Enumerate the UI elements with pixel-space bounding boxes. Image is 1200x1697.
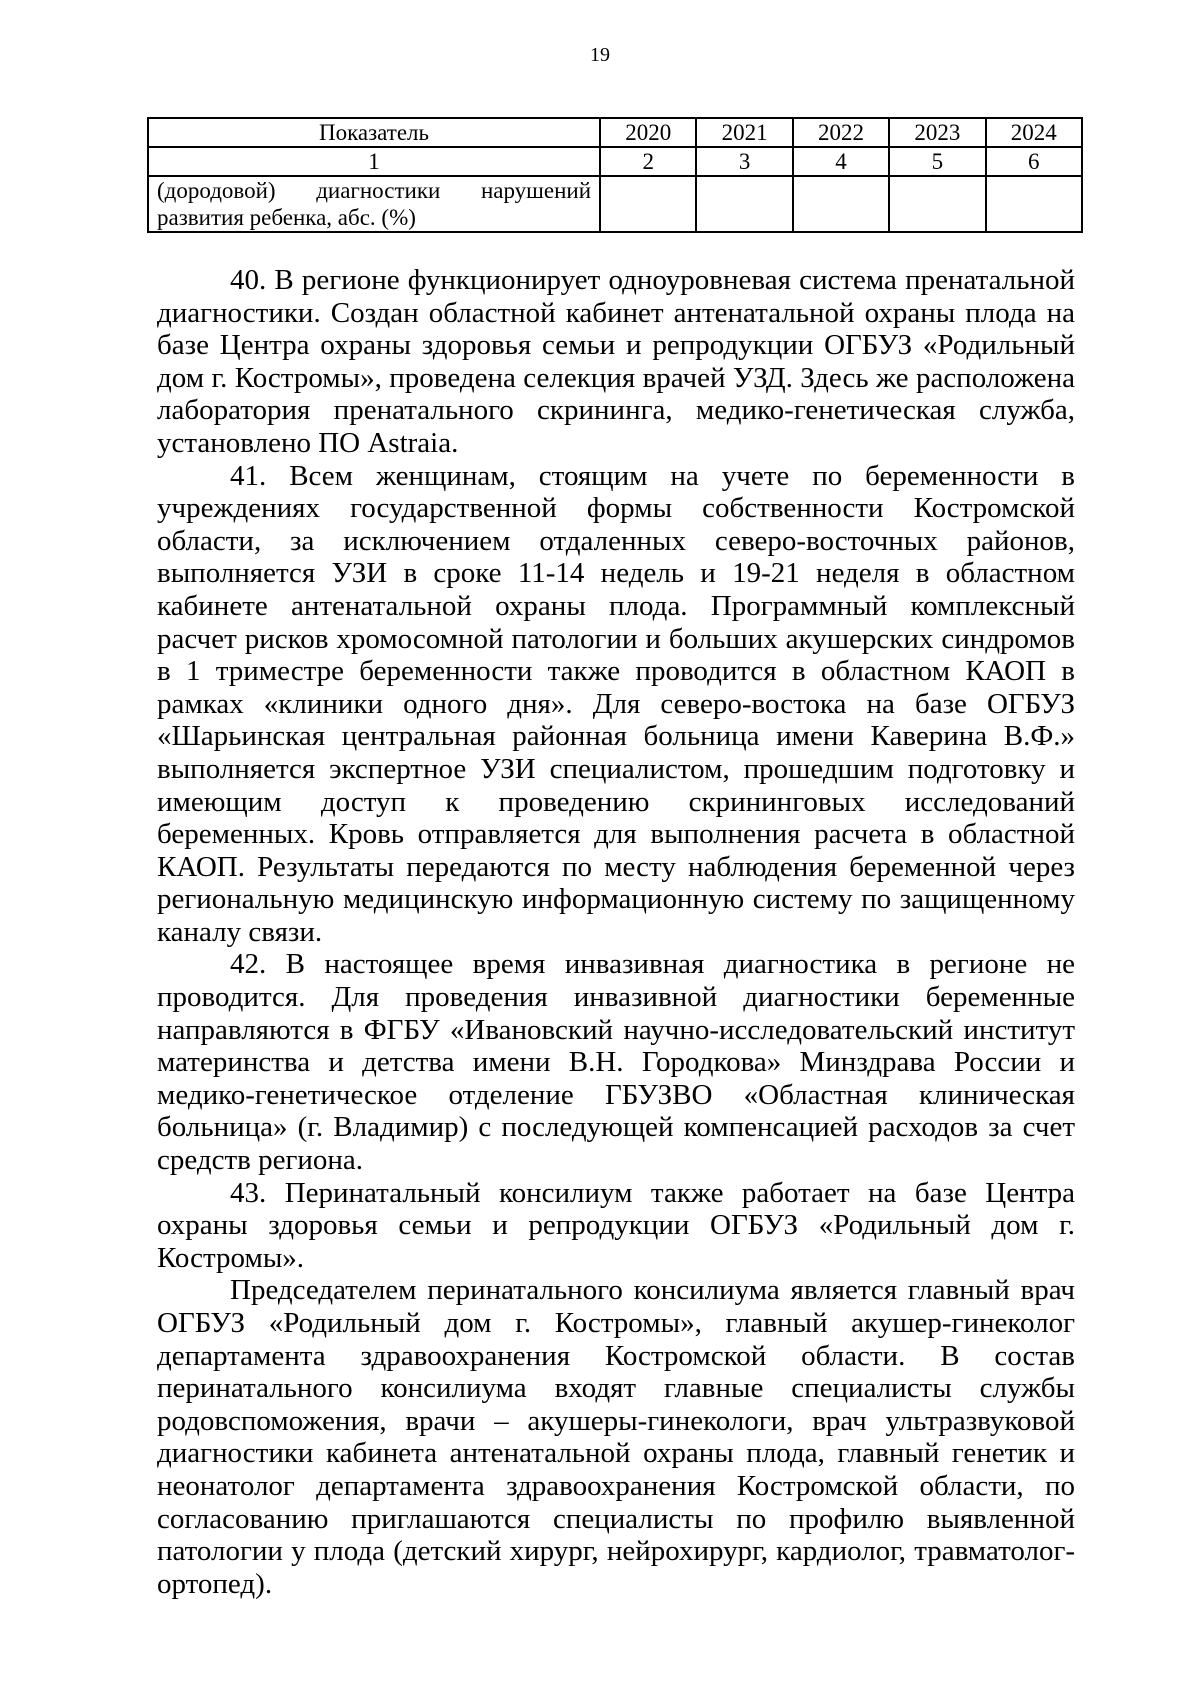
paragraph-consilium-chair: Председателем перинатального консилиума является главный врач ОГБУЗ «Родильный дом г. Костромы», главный акушер-гинеколог департамента здравоохранения Костромской области. В состав перинатального консилиума входят главные специалисты службы родовспоможения, врачи – акушеры-гинекологи, врач ультразвуковой диагностики кабинета антенатальной охраны плода, главный генетик и неонатолог департамента здравоохранения Костромской области, по согласованию приглашаются специалисты по профилю выявленной патологии у плода (детский хирург, нейрохирург, кардиолог, травматолог-ортопед). (157, 1274, 1075, 1600)
paragraph-40: 40. В регионе функционирует одноуровневая система пренатальной диагностики. Создан областной кабинет антенатальной охраны плода на базе Центра охраны здоровья семьи и репродукции ОГБУЗ «Родильный дом г. Костромы», проведена селекция врачей УЗД. Здесь же расположена лаборатория пренатального скрининга, медико-генетическая служба, установлено ПО Astraia. (157, 264, 1075, 459)
table-header-cell: Показатель (148, 118, 600, 147)
paragraph-42: 42. В настоящее время инвазивная диагностика в регионе не проводится. Для проведения инвазивной диагностики беременные направляются в ФГБУ «Ивановский научно-исследовательский институт материнства и детства имени В.Н. Городкова» Минздрава России и медико-генетическое отделение ГБУЗВО «Областная клиническая больница» (г. Владимир) с последующей компенсацией расходов за счет средств региона. (157, 948, 1075, 1177)
paragraph-41: 41. Всем женщинам, стоящим на учете по беременности в учреждениях государственной формы собственности Костромской области, за исключением отдаленных северо-восточных районов, выполняется УЗИ в сроке 11-14 недель и 19-21 неделя в областном кабинете антенатальной охраны плода. Программный комплексный расчет рисков хромосомной патологии и больших акушерских синдромов в 1 триместре беременности также проводится в областном КАОП в рамках «клиники одного дня». Для северо-востока на базе ОГБУЗ «Шарьинская центральная районная больница имени Каверина В.Ф.» выполняется экспертное УЗИ специалистом, прошедшим подготовку и имеющим доступ к проведению скрининговых исследований беременных. Кровь отправляется для выполнения расчета в областной КАОП. Результаты передаются по месту наблюдения беременной через региональную медицинскую информационную систему по защищенному каналу связи. (157, 459, 1075, 948)
page-number: 19 (590, 44, 610, 66)
value-cell-2024 (986, 176, 1082, 232)
column-number-cell: 1 (148, 147, 600, 176)
table-header-cell: 2022 (793, 118, 889, 147)
column-number-cell: 4 (793, 147, 889, 176)
table-header-cell: 2020 (600, 118, 696, 147)
table-column-numbers-row (148, 147, 1082, 176)
paragraph-43: 43. Перинатальный консилиум также работает на базе Центра охраны здоровья семьи и репродукции ОГБУЗ «Родильный дом г. Костромы». (157, 1176, 1075, 1274)
table-header-row (148, 118, 1082, 147)
indicators-table (147, 117, 1083, 233)
indicator-text-line2: развития ребенка, абс. (%) (157, 205, 416, 230)
value-cell-2021 (696, 176, 792, 232)
table-header-cell: 2024 (986, 118, 1082, 147)
indicator-cell (148, 176, 600, 232)
table-header-cell: 2021 (696, 118, 792, 147)
column-number-cell: 5 (889, 147, 985, 176)
column-number-cell: 2 (600, 147, 696, 176)
value-cell-2023 (889, 176, 985, 232)
indicator-text-line1: (дородовой) диагностики нарушений (157, 178, 591, 203)
column-number-cell: 3 (696, 147, 792, 176)
table-header-cell: 2023 (889, 118, 985, 147)
column-number-cell: 6 (986, 147, 1082, 176)
table-row (148, 176, 1082, 232)
value-cell-2020 (600, 176, 696, 232)
value-cell-2022 (793, 176, 889, 232)
document-body (157, 264, 1075, 1600)
